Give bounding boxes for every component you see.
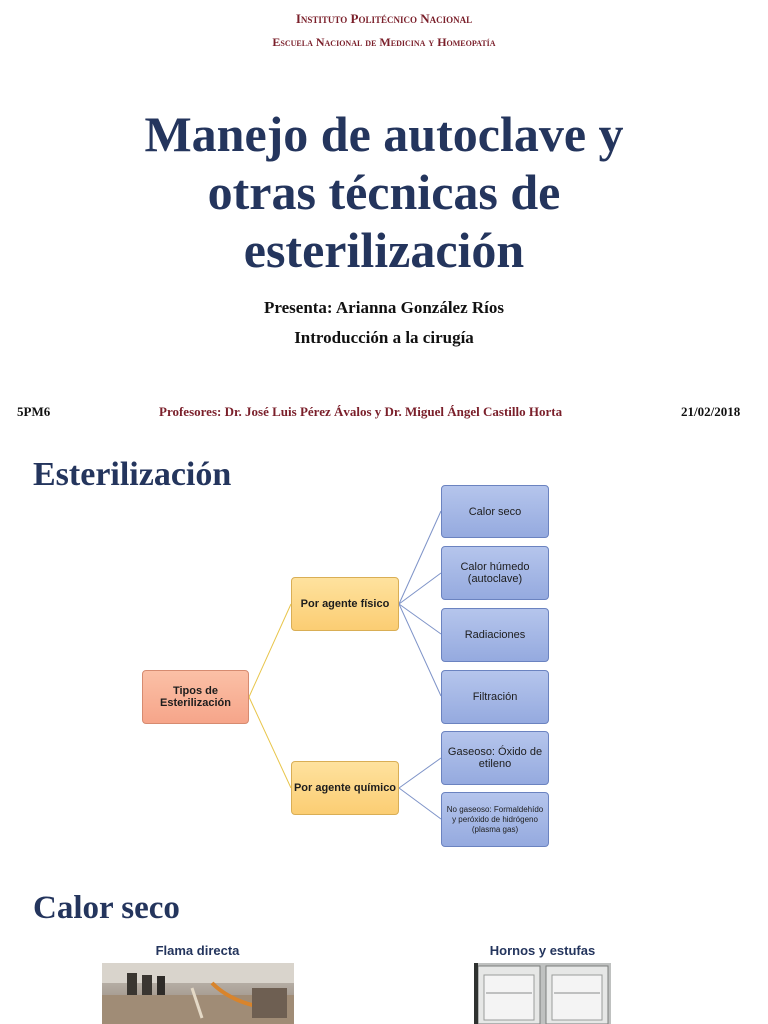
- lab-bench-image: [102, 963, 294, 1024]
- title-line-2: otras técnicas de: [207, 164, 561, 220]
- connector-root-physical: [249, 604, 291, 697]
- course-name: Introducción a la cirugía: [294, 328, 474, 347]
- sterilization-heading: Esterilización: [33, 456, 232, 493]
- professors: Profesores: Dr. José Luis Pérez Ávalos y Dr. Miguel Ángel Castillo Horta: [159, 404, 563, 419]
- school-name: Escuela Nacional de Medicina y Homeopatía: [272, 35, 496, 49]
- node-radiation: Radiaciones: [441, 608, 549, 662]
- connector-physical-1: [399, 511, 441, 604]
- date: 21/02/2018: [681, 404, 741, 419]
- institute-name: Instituto Politécnico Nacional: [295, 11, 473, 26]
- node-non-gaseous: No gaseoso: Formaldehído y peróxido de hidrógeno (plasma gas): [441, 792, 549, 847]
- oven-photo: [474, 963, 611, 1024]
- presentation-title: [0, 105, 768, 279]
- connector-root-chemical: [249, 697, 291, 788]
- oven-image: [474, 963, 611, 1024]
- caption-ovens: Hornos y estufas: [489, 943, 596, 958]
- title-line-1: Manejo de autoclave y: [144, 106, 624, 162]
- connector-chemical-1: [399, 758, 441, 788]
- node-gaseous: Gaseoso: Óxido de etileno: [441, 731, 549, 785]
- node-dry-heat: Calor seco: [441, 485, 549, 538]
- connector-physical-2: [399, 573, 441, 604]
- title-line-3: esterilización: [243, 222, 525, 278]
- node-moist-heat: Calor húmedo (autoclave): [441, 546, 549, 600]
- node-chemical: Por agente químico: [291, 761, 399, 815]
- dry-heat-heading: Calor seco: [33, 890, 180, 926]
- group-code: 5PM6: [17, 404, 51, 419]
- caption-direct-flame: Flama directa: [155, 943, 240, 958]
- direct-flame-photo: [102, 963, 294, 1024]
- connector-physical-4: [399, 604, 441, 696]
- connector-chemical-2: [399, 788, 441, 819]
- node-root: Tipos de Esterilización: [142, 670, 249, 724]
- node-filtration: Filtración: [441, 670, 549, 724]
- presenter: Presenta: Arianna González Ríos: [263, 298, 505, 317]
- node-physical: Por agente físico: [291, 577, 399, 631]
